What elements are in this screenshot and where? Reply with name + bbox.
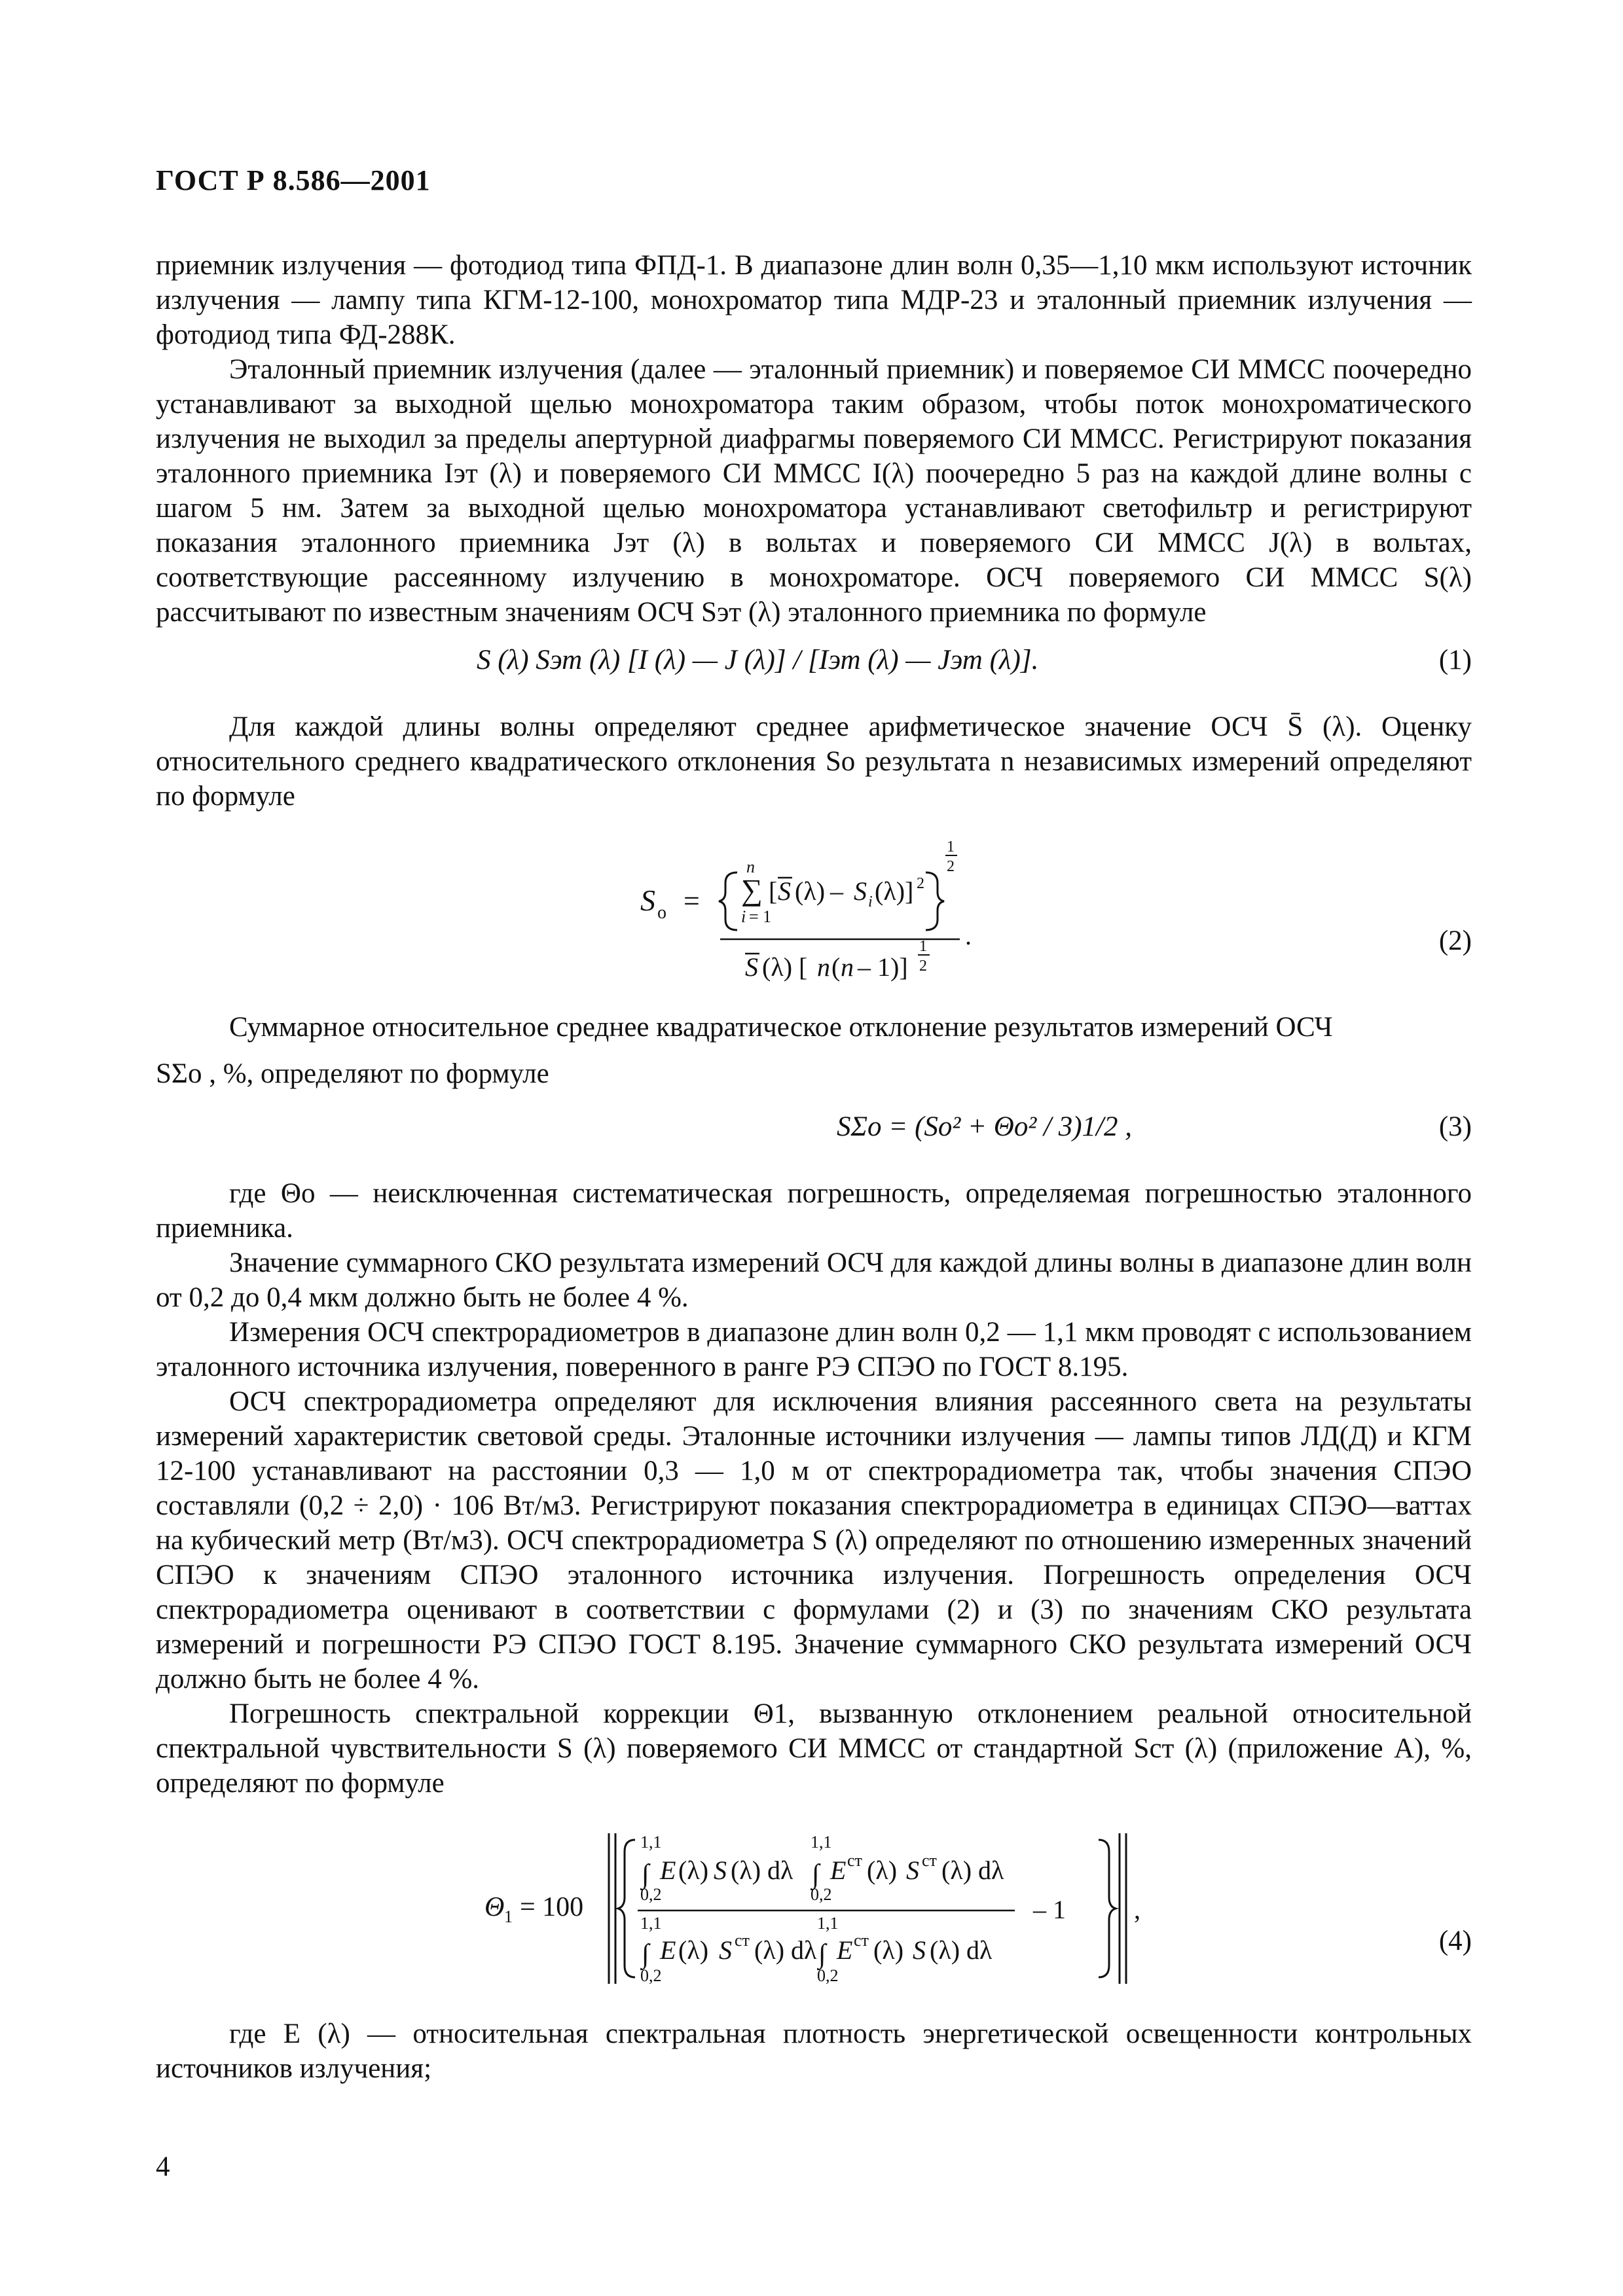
- svg-text:1: 1: [947, 838, 955, 855]
- paragraph-5: где Θo — неисключенная систематическая погрешность, определяемая погрешностью эталонного приемника.: [156, 1178, 1472, 1244]
- svg-text:1: 1: [919, 938, 927, 955]
- svg-text:(λ): (λ): [867, 1856, 898, 1885]
- svg-text:= 1: = 1: [749, 907, 772, 926]
- paragraph-4: Суммарное относительное среднее квадратическое отклонение результатов измерений ОСЧ: [229, 1012, 1333, 1043]
- body-text-5: [156, 2017, 1472, 2086]
- paragraph-10: где E (λ) — относительная спектральная плотность энергетической освещенности контрольных источников излучения;: [156, 2018, 1472, 2084]
- paragraph-2: Эталонный приемник излучения (далее — эталонный приемник) и поверяемое СИ ММСС поочередно устанавливают за выходной щелью монохроматора таким образом, чтобы поток монохроматического излучения не выходил за пределы апертурной диафрагмы поверяемого СИ ММСС. Регистрируют показания эталонного приемника Iэт (λ) и поверяемого СИ ММСС I(λ) поочередно 5 раз на каждой длине волны с шагом 5 нм. Затем за выходной щелью монохроматора устанавливают светофильтр и регистрируют показания эталонного приемника Jэт (λ) в вольтах и поверяемого СИ ММСС J(λ) в вольтах, соответствующие рассеянному излучению в монохроматоре. ОСЧ поверяемого СИ ММСС S(λ) рассчитывают по известным значениям ОСЧ Sэт (λ) эталонного приемника по формуле: [156, 354, 1472, 628]
- svg-text:1,1: 1,1: [640, 1833, 662, 1852]
- svg-text:E: E: [660, 1935, 676, 1965]
- equation-1-body: S (λ) Sэт (λ) [I (λ) — J (λ)] / [Iэт (λ) — Jэт (λ)].: [477, 645, 1039, 675]
- svg-text:(λ): (λ): [873, 1935, 904, 1965]
- equation-3-body: SΣо = (So² + Θo² / 3)1/2 ,: [837, 1111, 1132, 1142]
- svg-text:i: i: [741, 907, 746, 926]
- paragraph-1: приемник излучения — фотодиод типа ФПД-1. В диапазоне длин волн 0,35—1,10 мкм используют источник излучения — лампу типа КГМ-12-100, монохроматор типа МДР-23 и эталонный приемник излучения — фотодиод типа ФД-288К.: [156, 250, 1472, 350]
- svg-text:S: S: [745, 952, 758, 982]
- svg-text:ст: ст: [847, 1851, 862, 1870]
- svg-text:(λ) [: (λ) [: [762, 952, 808, 982]
- equation-4-number: (4): [1438, 1926, 1472, 1956]
- svg-text:0,2: 0,2: [640, 1966, 662, 1985]
- svg-text:(λ) dλ: (λ) dλ: [731, 1856, 793, 1885]
- svg-text:(λ) dλ: (λ) dλ: [941, 1856, 1004, 1885]
- svg-text:S: S: [778, 876, 791, 906]
- svg-text:n: n: [746, 857, 755, 876]
- svg-text:n: n: [817, 952, 830, 982]
- svg-text:0,2: 0,2: [640, 1885, 662, 1904]
- svg-text:i: i: [868, 893, 873, 910]
- page-number: 4: [156, 2151, 170, 2182]
- svg-text:– 1)]: – 1)]: [858, 952, 908, 982]
- svg-text:(λ): (λ): [795, 876, 826, 906]
- svg-text:∫: ∫: [642, 1939, 649, 1969]
- svg-text:1,1: 1,1: [817, 1914, 839, 1933]
- document-header: ГОСТ Р 8.586—2001: [156, 164, 431, 196]
- svg-text:.: .: [965, 921, 972, 950]
- page-content: [156, 164, 1472, 2086]
- svg-text:(λ) dλ: (λ) dλ: [930, 1935, 993, 1965]
- body-text-2: [156, 709, 1472, 814]
- svg-text:1,1: 1,1: [811, 1833, 832, 1852]
- equation-4: [156, 1820, 1472, 1990]
- paragraph-7: Измерения ОСЧ спектрорадиометров в диапазоне длин волн 0,2 — 1,1 мкм проводят с использованием эталонного источника излучения, поверенного в ранге РЭ СПЭО по ГОСТ 8.195.: [156, 1317, 1472, 1382]
- svg-text:E: E: [837, 1935, 853, 1965]
- equation-2: [156, 827, 1472, 990]
- svg-text:,: ,: [1134, 1895, 1140, 1924]
- svg-text:∫: ∫: [642, 1859, 649, 1890]
- svg-text:∫: ∫: [818, 1939, 826, 1969]
- equation-2-number: (2): [1438, 925, 1472, 956]
- equation-1: [156, 644, 1472, 683]
- svg-text:–: –: [830, 876, 843, 906]
- equation-1-number: (1): [1438, 645, 1472, 675]
- svg-text:E: E: [660, 1856, 676, 1885]
- equation-3: [156, 1111, 1472, 1150]
- svg-text:S: S: [640, 884, 655, 917]
- svg-text:Θ: Θ: [484, 1892, 505, 1922]
- paragraph-6: Значение суммарного СКО результата измерений ОСЧ для каждой длины волны в диапазоне длин волн от 0,2 до 0,4 мкм должно быть не более 4 %.: [156, 1247, 1472, 1313]
- svg-text:S: S: [719, 1935, 732, 1965]
- svg-text:– 1: – 1: [1033, 1895, 1066, 1924]
- svg-text:= 100: = 100: [520, 1892, 584, 1922]
- svg-text:(λ) dλ: (λ) dλ: [754, 1935, 817, 1965]
- svg-text:S: S: [714, 1856, 727, 1885]
- svg-text:(: (: [831, 952, 841, 982]
- paragraph-3: Для каждой длины волны определяют среднее арифметическое значение ОСЧ S̄ (λ). Оценку относительного среднего квадратического отклонения Sо результата n независимых измерений определяют по формуле: [156, 711, 1472, 812]
- body-text-4: [156, 1176, 1472, 1801]
- svg-text:0,2: 0,2: [817, 1966, 839, 1985]
- body-text-3: [156, 1010, 1472, 1091]
- svg-text:2: 2: [917, 875, 924, 892]
- svg-text:1,1: 1,1: [640, 1914, 662, 1933]
- svg-text:1: 1: [504, 1907, 513, 1926]
- svg-text:(λ)]: (λ)]: [875, 876, 914, 906]
- svg-text:0,2: 0,2: [811, 1885, 832, 1904]
- svg-text:ст: ст: [922, 1851, 937, 1870]
- svg-text:∑: ∑: [741, 873, 763, 906]
- svg-text:(λ): (λ): [678, 1856, 709, 1885]
- svg-text:o: o: [657, 903, 666, 923]
- equation-4-graphic: [156, 1820, 1472, 1990]
- svg-text:E: E: [830, 1856, 847, 1885]
- svg-text:S: S: [913, 1935, 926, 1965]
- svg-text:(λ): (λ): [678, 1935, 709, 1965]
- svg-text:n: n: [841, 952, 854, 982]
- svg-text:2: 2: [919, 958, 927, 975]
- svg-text:=: =: [684, 885, 700, 917]
- svg-text:S: S: [906, 1856, 919, 1885]
- svg-text:ст: ст: [735, 1931, 750, 1950]
- equation-3-number: (3): [1438, 1111, 1472, 1142]
- svg-text:∫: ∫: [812, 1859, 820, 1890]
- body-text: [156, 248, 1472, 630]
- paragraph-8: ОСЧ спектрорадиометра определяют для исключения влияния рассеянного света на результаты измерений характеристик световой среды. Эталонные источники излучения — лампы типов ЛД(Д) и КГМ 12-100 устанавливают на расстоянии 0,3 — 1,0 м от спектрорадиометра так, чтобы значения СПЭО составляли (0,2 ÷ 2,0) · 106 Вт/м3. Регистрируют показания спектрорадиометра в единицах СПЭО—ваттах на кубический метр (Вт/м3). ОСЧ спектрорадиометра S (λ) определяют по отношению измеренных значений СПЭО к значениям СПЭО эталонного источника излучения. Погрешность определения ОСЧ спектрорадиометра оценивают в соответствии с формулами (2) и (3) по значениям СКО результата измерений и погрешности РЭ СПЭО ГОСТ 8.195. Значение суммарного СКО результата измерений ОСЧ должно быть не более 4 %.: [156, 1386, 1472, 1695]
- svg-text:S: S: [854, 876, 867, 906]
- equation-2-graphic: [156, 827, 1472, 990]
- paragraph-4b: SΣо , %, определяют по формуле: [156, 1058, 549, 1089]
- svg-text:2: 2: [947, 858, 955, 875]
- svg-text:[: [: [769, 876, 778, 906]
- svg-text:ст: ст: [854, 1931, 869, 1950]
- paragraph-9: Погрешность спектральной коррекции Θ1, вызванную отклонением реальной относительной спектральной чувствительности S (λ) поверяемого СИ ММСС от стандартной Sст (λ) (приложение А), %, определяют по формуле: [156, 1698, 1472, 1799]
